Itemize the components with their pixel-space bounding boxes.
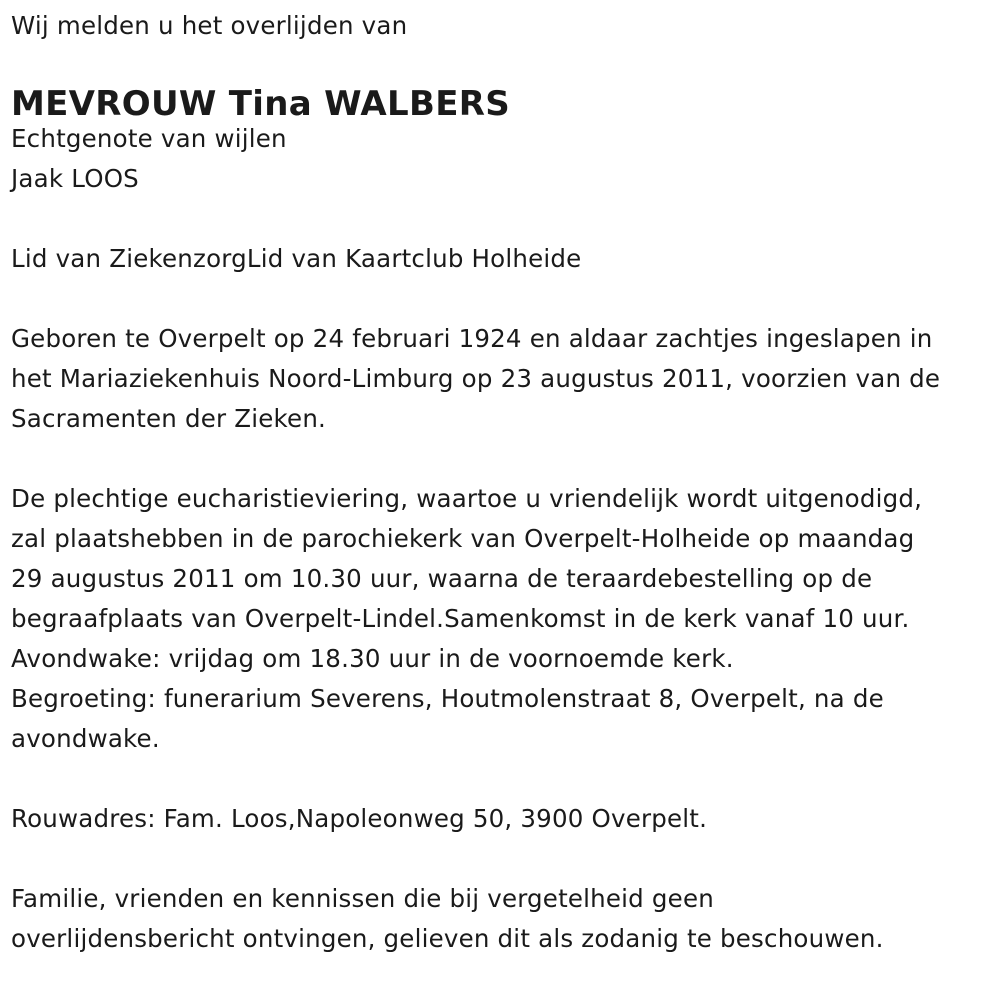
ceremony-paragraph [11, 479, 996, 759]
relation-line: Echtgenote van wijlen [11, 124, 287, 153]
spacer [11, 439, 996, 479]
spacer [11, 199, 996, 239]
text-line: het Mariaziekenhuis Noord-Limburg op 23 augustus 2011, voorzien van de [11, 364, 941, 393]
text-line: Geboren te Overpelt op 24 februari 1924 en aldaar zachtjes ingeslapen in [11, 324, 933, 353]
deceased-name: MEVROUW Tina WALBERS [11, 84, 510, 124]
spacer [11, 839, 996, 879]
closing-paragraph [11, 879, 996, 959]
memberships-line: Lid van ZiekenzorgLid van Kaartclub Holheide [11, 244, 582, 273]
text-line: begraafplaats van Overpelt-Lindel.Samenkomst in de kerk vanaf 10 uur. [11, 604, 910, 633]
text-line: avondwake. [11, 724, 160, 753]
text-line: Avondwake: vrijdag om 18.30 uur in de voornoemde kerk. [11, 644, 734, 673]
text-line: overlijdensbericht ontvingen, gelieven dit als zodanig te beschouwen. [11, 924, 884, 953]
birth-death-paragraph [11, 319, 996, 439]
intro-line: Wij melden u het overlijden van [11, 11, 408, 40]
obituary-notice [11, 6, 996, 959]
address-line: Rouwadres: Fam. Loos,Napoleonweg 50, 3900 Overpelt. [11, 804, 708, 833]
spacer [11, 759, 996, 799]
text-line: De plechtige eucharistieviering, waartoe u vriendelijk wordt uitgenodigd, [11, 484, 923, 513]
text-line: Begroeting: funerarium Severens, Houtmolenstraat 8, Overpelt, na de [11, 684, 884, 713]
text-line: 29 augustus 2011 om 10.30 uur, waarna de teraardebestelling op de [11, 564, 873, 593]
text-line: Familie, vrienden en kennissen die bij vergetelheid geen [11, 884, 714, 913]
text-line: zal plaatshebben in de parochiekerk van Overpelt-Holheide op maandag [11, 524, 915, 553]
spouse-name: Jaak LOOS [11, 164, 139, 193]
text-line: Sacramenten der Zieken. [11, 404, 327, 433]
spacer [11, 279, 996, 319]
